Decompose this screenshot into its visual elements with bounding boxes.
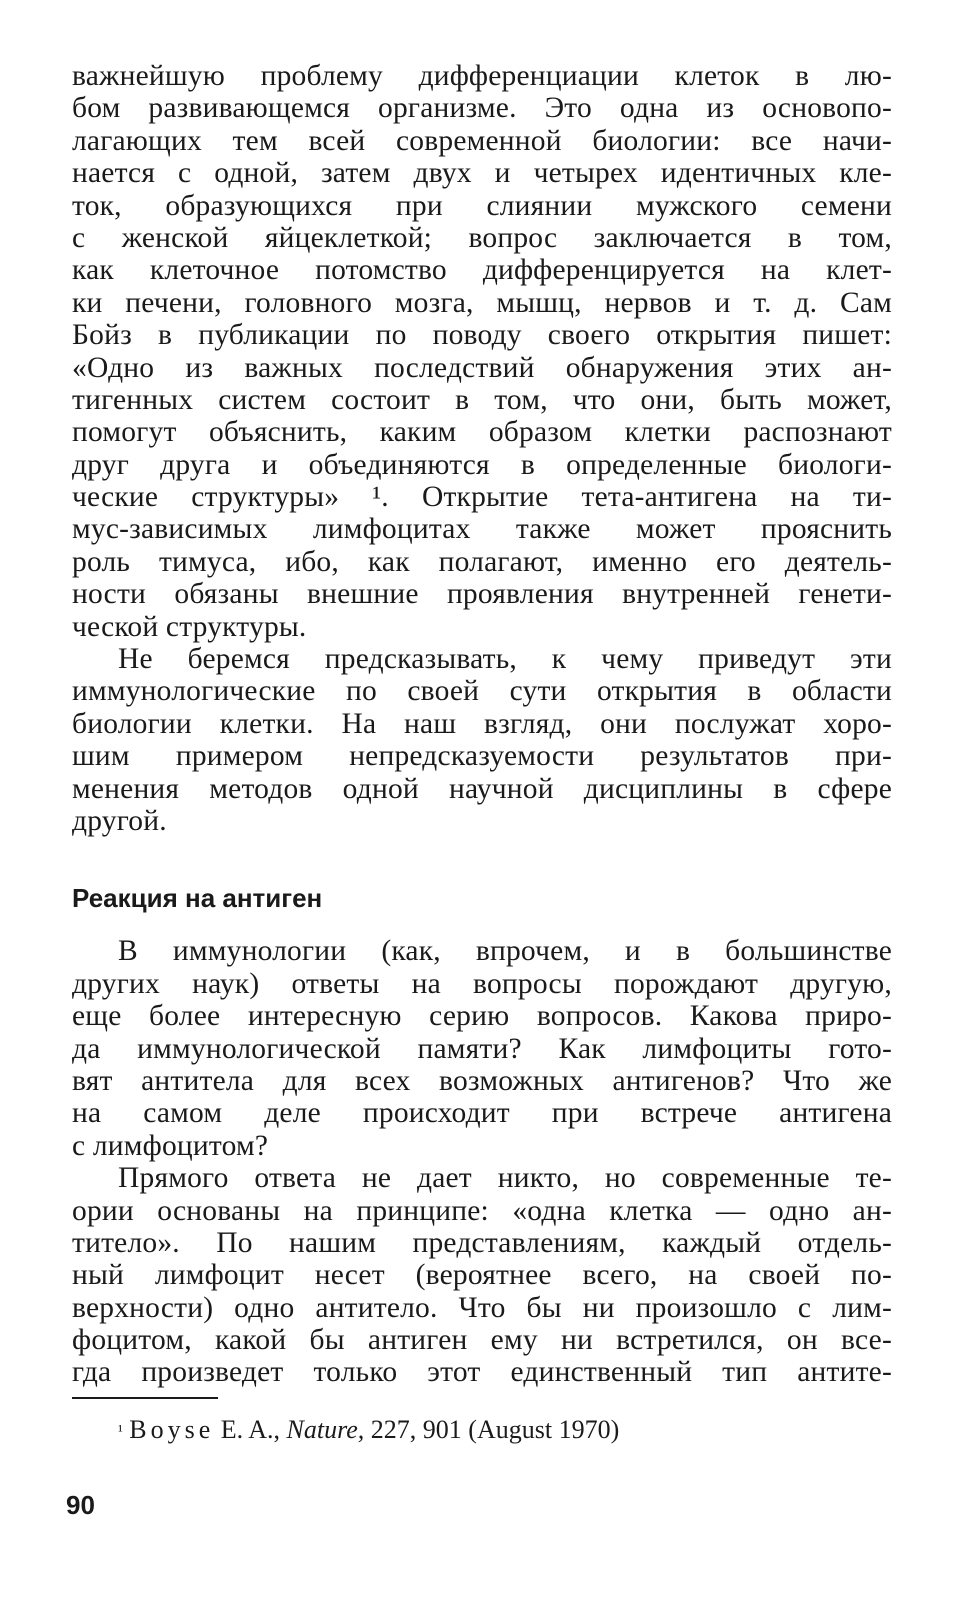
text-line: ток, образующихся при слиянии мужского семени xyxy=(72,189,892,222)
text-line: ческие структуры» ¹. Открытие тета-антигена на ти- xyxy=(72,481,892,514)
text-line: как клеточное потомство дифференцируется на клет- xyxy=(72,254,892,287)
text-line: Бойз в публикации по поводу своего открытия пишет: xyxy=(72,319,892,352)
text-line: Не беремся предсказывать, к чему приведут эти xyxy=(118,643,892,676)
text-line: нается с одной, затем двух и четырех идентичных кле- xyxy=(72,157,892,190)
text-line: важнейшую проблему дифференциации клеток в лю- xyxy=(72,60,892,92)
footnote-author-initials: E. A., xyxy=(220,1415,281,1444)
text-line: других наук) ответы на вопросы порождают другую, xyxy=(72,967,892,1000)
text-line: В иммунологии (как, впрочем, и в большинстве xyxy=(118,935,892,968)
text-line: еще более интересную серию вопросов. Какова приро- xyxy=(72,1000,892,1033)
text-line: «Одно из важных последствий обнаружения этих ан- xyxy=(72,351,892,384)
text-line: менения методов одной научной дисциплины в сфере xyxy=(72,772,892,805)
text-line: ческой структуры. xyxy=(72,610,307,643)
footnote xyxy=(118,1414,619,1446)
text-line: ки печени, головного мозга, мышц, нервов и т. д. Сам xyxy=(72,286,892,319)
footnote-journal: Nature, xyxy=(286,1415,365,1444)
text-line: ности обязаны внешние проявления внутренней генети- xyxy=(72,578,892,611)
text-line: титело». По нашим представлениям, каждый отдель- xyxy=(72,1226,892,1259)
text-line: ории основаны на принципе: «одна клетка — одно ан- xyxy=(72,1194,892,1227)
footnote-divider xyxy=(72,1397,218,1399)
text-line: роль тимуса, ибо, как полагают, именно его деятель- xyxy=(72,545,892,578)
text-line: иммунологические по своей сути открытия в области xyxy=(72,675,892,708)
section-heading: Реакция на антиген xyxy=(72,883,323,914)
text-line: друг друга и объединяются в определенные биологи- xyxy=(72,448,892,481)
text-line: шим примером непредсказуемости результатов при- xyxy=(72,740,892,773)
footnote-citation: 227, 901 (August 1970) xyxy=(370,1415,620,1444)
text-line: тигенных систем состоит в том, что они, быть может, xyxy=(72,383,892,416)
text-line: помогут объяснить, каким образом клетки распознают xyxy=(72,416,892,449)
page-content xyxy=(72,60,892,1389)
text-line: да иммунологической памяти? Как лимфоциты гото- xyxy=(72,1032,892,1065)
text-line: верхности) одно антитело. Что бы ни произошло с лим- xyxy=(72,1291,892,1324)
text-line: вят антитела для всех возможных антигенов? Что же xyxy=(72,1064,892,1097)
footnote-author: Boyse xyxy=(129,1415,215,1444)
text-line: ный лимфоцит несет (вероятнее всего, на своей по- xyxy=(72,1259,892,1292)
footnote-marker: ¹ xyxy=(118,1423,123,1440)
text-line: другой. xyxy=(72,804,167,837)
text-line: на самом деле происходит при встрече антигена xyxy=(72,1097,892,1130)
paragraph-3 xyxy=(72,935,892,1162)
text-line: Прямого ответа не дает никто, но современные те- xyxy=(118,1162,892,1195)
text-line: лагающих тем всей современной биологии: все начи- xyxy=(72,124,892,157)
paragraph-1 xyxy=(72,60,892,643)
text-line: биологии клетки. На наш взгляд, они послужат хоро- xyxy=(72,707,892,740)
text-line: бом развивающемся организме. Это одна из основопо- xyxy=(72,92,892,125)
page-number: 90 xyxy=(66,1490,95,1520)
text-line: мус-зависимых лимфоцитах также может прояснить xyxy=(72,513,892,546)
text-line: с женской яйцеклеткой; вопрос заключается в том, xyxy=(72,221,892,254)
text-line: фоцитом, какой бы антиген ему ни встретился, он все- xyxy=(72,1324,892,1357)
text-line: гда произведет только этот единственный тип антите- xyxy=(72,1356,892,1389)
paragraph-2 xyxy=(72,643,892,837)
text-line: с лимфоцитом? xyxy=(72,1129,269,1162)
paragraph-4 xyxy=(72,1162,892,1389)
